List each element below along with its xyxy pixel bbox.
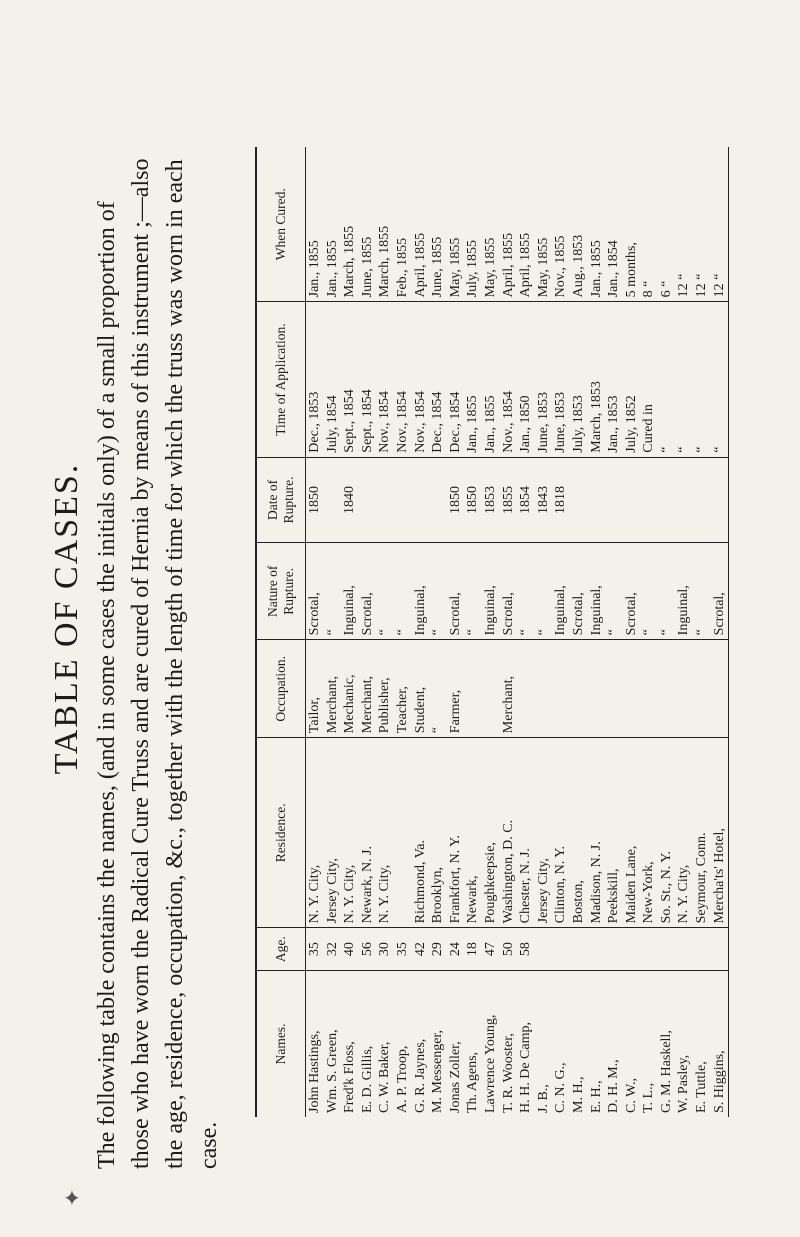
- cell-residence: Madison, N. J.: [588, 738, 606, 928]
- cell-application: Dec., 1854: [447, 302, 465, 457]
- cell-occupation: [640, 640, 658, 738]
- cell-occupation: [535, 640, 553, 738]
- table-row: [306, 147, 324, 1117]
- cell-age: 56: [359, 928, 377, 971]
- table-row: [570, 147, 588, 1117]
- table-row: [535, 147, 553, 1117]
- cell-date: 1850: [306, 457, 324, 543]
- cell-nature: “: [376, 543, 394, 640]
- cell-residence: [394, 738, 412, 928]
- cell-residence: N. Y. City,: [306, 738, 324, 928]
- cell-cured: 12 “: [693, 147, 711, 302]
- cell-application: “: [675, 302, 693, 457]
- table-row: [376, 147, 394, 1117]
- cell-date: [570, 457, 588, 543]
- cell-name: H. H. De Camp,: [518, 1022, 534, 1113]
- cell-name: John Hastings,: [307, 1030, 322, 1113]
- cell-date: [394, 457, 412, 543]
- cell-cured: May, 1855: [535, 147, 553, 302]
- cell-residence: Frankfort, N. Y.: [447, 738, 465, 928]
- cell-application: Cured in: [640, 302, 658, 457]
- cell-residence: Peekskill,: [605, 738, 623, 928]
- cell-residence: N. Y. City,: [341, 738, 359, 928]
- table-row: [464, 147, 482, 1117]
- table-row: [500, 147, 518, 1117]
- cell-cured: March, 1855: [341, 147, 359, 302]
- cell-name: E. D. Gillis,: [359, 1045, 375, 1113]
- table-row: [394, 147, 412, 1117]
- cell-cured: 12 “: [675, 147, 693, 302]
- cell-residence: Chester, N. J.: [517, 738, 535, 928]
- cell-cured: March, 1855: [376, 147, 394, 302]
- intro-line: The following table contains the names, (and in some cases the initials only) of a small proportion of: [94, 201, 120, 1169]
- table-row: [341, 147, 359, 1117]
- cell-application: “: [658, 302, 676, 457]
- cell-age: [658, 928, 676, 971]
- cell-residence: Jersey City,: [324, 738, 342, 928]
- col-nature: Nature of Rupture.: [256, 543, 306, 640]
- cell-date: [412, 457, 430, 543]
- cell-nature: Scrotal,: [623, 543, 641, 640]
- cell-application: July, 1852: [623, 302, 641, 457]
- cell-name: G. R. Jaynes,: [412, 1038, 428, 1113]
- cell-residence: Richmond, Va.: [412, 738, 430, 928]
- cell-application: Jan., 1855: [482, 302, 500, 457]
- cell-age: 42: [412, 928, 430, 971]
- table-row: [623, 147, 641, 1117]
- cell-name: Th. Agens,: [465, 1051, 481, 1113]
- cell-name: Fred'k Floss,: [342, 1041, 358, 1113]
- cell-nature: “: [693, 543, 711, 640]
- col-names: Names.: [256, 970, 306, 1117]
- cell-occupation: [693, 640, 711, 738]
- cell-nature: Inguinal,: [482, 543, 500, 640]
- cell-occupation: [588, 640, 606, 738]
- cell-nature: Scrotal,: [359, 543, 377, 640]
- cell-age: 29: [429, 928, 447, 971]
- cell-residence: N. Y. City,: [675, 738, 693, 928]
- cell-nature: Scrotal,: [306, 543, 324, 640]
- cell-nature: Scrotal,: [500, 543, 518, 640]
- cell-name: S. Higgins,: [711, 970, 729, 1117]
- cell-age: 58: [517, 928, 535, 971]
- cell-application: March, 1853: [588, 302, 606, 457]
- col-residence: Residence.: [256, 738, 306, 928]
- cell-application: June, 1853: [552, 302, 570, 457]
- cell-date: 1853: [482, 457, 500, 543]
- cell-occupation: Teacher,: [394, 640, 412, 738]
- cell-application: Dec., 1854: [429, 302, 447, 457]
- cell-name: W. Pasley,: [676, 1054, 692, 1113]
- cell-cured: July, 1855: [464, 147, 482, 302]
- cell-date: [693, 457, 711, 543]
- table-row: [447, 147, 465, 1117]
- cell-date: [711, 457, 729, 543]
- cell-cured: Jan., 1855: [588, 147, 606, 302]
- cell-name: E. H.,: [588, 1080, 604, 1113]
- table-row: [412, 147, 430, 1117]
- page-title: TABLE OF CASES.: [48, 462, 85, 775]
- cell-occupation: Tailor,: [306, 640, 324, 738]
- cell-nature: “: [658, 543, 676, 640]
- cell-age: 40: [341, 928, 359, 971]
- cell-age: [605, 928, 623, 971]
- cell-cured: 5 months,: [623, 147, 641, 302]
- cell-cured: Jan., 1855: [306, 147, 324, 302]
- cell-date: 1850: [464, 457, 482, 543]
- cell-date: 1850: [447, 457, 465, 543]
- cell-nature: “: [605, 543, 623, 640]
- cell-age: [535, 928, 553, 971]
- cell-cured: June, 1855: [429, 147, 447, 302]
- cell-date: 1840: [341, 457, 359, 543]
- cell-age: [570, 928, 588, 971]
- table-row: [429, 147, 447, 1117]
- cell-age: 30: [376, 928, 394, 971]
- cell-age: [552, 928, 570, 971]
- cell-occupation: Merchant,: [324, 640, 342, 738]
- cell-application: June, 1853: [535, 302, 553, 457]
- cell-nature: “: [464, 543, 482, 640]
- cell-application: Sept., 1854: [341, 302, 359, 457]
- cell-cured: Nov., 1855: [552, 147, 570, 302]
- cell-cured: May, 1855: [447, 147, 465, 302]
- cell-cured: 12 “: [711, 147, 729, 302]
- table-row: [482, 147, 500, 1117]
- cell-name: Wm. S. Green,: [324, 1029, 340, 1113]
- table-row: [711, 147, 729, 1117]
- cell-nature: “: [324, 543, 342, 640]
- table-row: [552, 147, 570, 1117]
- cell-occupation: Farmer,: [447, 640, 465, 738]
- cell-date: [658, 457, 676, 543]
- cell-residence: Newark,: [464, 738, 482, 928]
- cell-age: 24: [447, 928, 465, 971]
- cell-nature: Inguinal,: [552, 543, 570, 640]
- cell-cured: April, 1855: [500, 147, 518, 302]
- table-row: [324, 147, 342, 1117]
- cell-name: T. R. Wooster,: [500, 1033, 516, 1113]
- cell-name: M. Messenger,: [430, 1029, 446, 1113]
- cell-cured: April, 1855: [517, 147, 535, 302]
- table-row: [588, 147, 606, 1117]
- cell-residence: Washington, D. C.: [500, 738, 518, 928]
- cell-nature: Inguinal,: [341, 543, 359, 640]
- cell-date: [588, 457, 606, 543]
- cell-residence: Boston,: [570, 738, 588, 928]
- cell-date: 1855: [500, 457, 518, 543]
- cell-cured: May, 1855: [482, 147, 500, 302]
- cell-age: [675, 928, 693, 971]
- cell-nature: “: [535, 543, 553, 640]
- intro-paragraph: [90, 59, 226, 1169]
- cell-nature: “: [640, 543, 658, 640]
- cell-age: 18: [464, 928, 482, 971]
- cell-application: Sept., 1854: [359, 302, 377, 457]
- cell-residence: Mercha'ts' Hotel,: [711, 738, 729, 928]
- cell-age: [588, 928, 606, 971]
- cell-residence: Brooklyn,: [429, 738, 447, 928]
- table-row: [517, 147, 535, 1117]
- cell-occupation: Student,: [412, 640, 430, 738]
- cell-name: C. W.,: [623, 1077, 639, 1113]
- cell-name: C. N. G.,: [553, 1062, 569, 1113]
- cell-residence: Poughkeepsie,: [482, 738, 500, 928]
- cell-occupation: “: [429, 640, 447, 738]
- cell-cured: Jan., 1854: [605, 147, 623, 302]
- cell-name: Lawrence Young,: [482, 1014, 498, 1113]
- cell-application: Nov., 1854: [500, 302, 518, 457]
- cell-name: G. M. Haskell,: [658, 1030, 674, 1113]
- cell-date: [359, 457, 377, 543]
- cell-occupation: [552, 640, 570, 738]
- cell-occupation: [517, 640, 535, 738]
- table-row: [640, 147, 658, 1117]
- cell-application: July, 1854: [324, 302, 342, 457]
- cell-age: [640, 928, 658, 971]
- col-cured: When Cured.: [256, 147, 306, 302]
- cell-cured: April, 1855: [412, 147, 430, 302]
- cell-occupation: [605, 640, 623, 738]
- cell-name: C. W. Baker,: [377, 1041, 393, 1113]
- cell-occupation: [658, 640, 676, 738]
- cell-occupation: [711, 640, 729, 738]
- cell-age: 32: [324, 928, 342, 971]
- cell-date: 1818: [552, 457, 570, 543]
- cell-application: Jan., 1853: [605, 302, 623, 457]
- cell-application: July, 1853: [570, 302, 588, 457]
- intro-line: case.: [196, 1121, 222, 1169]
- cell-occupation: [570, 640, 588, 738]
- cell-occupation: Merchant,: [359, 640, 377, 738]
- cell-date: [623, 457, 641, 543]
- cell-cured: June, 1855: [359, 147, 377, 302]
- cell-application: Jan., 1855: [464, 302, 482, 457]
- cell-nature: “: [429, 543, 447, 640]
- col-age: Age.: [256, 928, 306, 971]
- table-row: [658, 147, 676, 1117]
- table-row: [359, 147, 377, 1117]
- cell-occupation: [623, 640, 641, 738]
- cell-age: [711, 928, 729, 971]
- cell-age: [693, 928, 711, 971]
- intro-line: the age, residence, occupation, &c., together with the length of time for which the truss was worn in each: [162, 159, 188, 1169]
- cell-cured: Aug., 1853: [570, 147, 588, 302]
- cell-application: “: [693, 302, 711, 457]
- cell-application: Nov., 1854: [412, 302, 430, 457]
- cell-occupation: [464, 640, 482, 738]
- cell-name: A. P. Troop,: [394, 1045, 410, 1113]
- cell-residence: Maiden Lane,: [623, 738, 641, 928]
- cell-application: Jan., 1850: [517, 302, 535, 457]
- cell-residence: So. St., N. Y.: [658, 738, 676, 928]
- cases-table: [255, 147, 729, 1117]
- cell-age: 47: [482, 928, 500, 971]
- col-application: Time of Application.: [256, 302, 306, 457]
- cell-name: D. H. M.,: [606, 1059, 622, 1113]
- cell-nature: Inguinal,: [675, 543, 693, 640]
- cell-residence: New-York,: [640, 738, 658, 928]
- cell-cured: 6 “: [658, 147, 676, 302]
- cell-age: [623, 928, 641, 971]
- cell-application: Nov., 1854: [376, 302, 394, 457]
- cell-application: Dec., 1853: [306, 302, 324, 457]
- cell-nature: “: [394, 543, 412, 640]
- cell-nature: Scrotal,: [570, 543, 588, 640]
- cell-date: 1854: [517, 457, 535, 543]
- cell-cured: Feb., 1855: [394, 147, 412, 302]
- table-row: [675, 147, 693, 1117]
- cell-nature: “: [517, 543, 535, 640]
- cell-nature: Inguinal,: [412, 543, 430, 640]
- cell-occupation: Mechanic,: [341, 640, 359, 738]
- cell-nature: Scrotal,: [447, 543, 465, 640]
- cell-cured: 8 “: [640, 147, 658, 302]
- cell-date: [376, 457, 394, 543]
- cell-date: 1843: [535, 457, 553, 543]
- cell-application: “: [711, 302, 729, 457]
- col-date: Date of Rupture.: [256, 457, 306, 543]
- cell-application: Nov., 1854: [394, 302, 412, 457]
- cell-name: Jonas Zoller,: [447, 1041, 463, 1113]
- cell-residence: Seymour, Conn.: [693, 738, 711, 928]
- cell-occupation: Publisher,: [376, 640, 394, 738]
- cell-age: 35: [306, 928, 324, 971]
- cell-nature: Inguinal,: [588, 543, 606, 640]
- cell-age: 35: [394, 928, 412, 971]
- cell-name: E. Tuttle,: [694, 1061, 710, 1113]
- cell-occupation: Merchant,: [500, 640, 518, 738]
- cell-age: 50: [500, 928, 518, 971]
- cell-residence: N. Y. City,: [376, 738, 394, 928]
- cell-name: T. L.,: [641, 1082, 657, 1113]
- cell-residence: Jersey City,: [535, 738, 553, 928]
- cell-residence: Clinton, N. Y.: [552, 738, 570, 928]
- header-row: [256, 147, 306, 1117]
- cell-date: [640, 457, 658, 543]
- table-row: [693, 147, 711, 1117]
- table-row: [605, 147, 623, 1117]
- cell-date: [324, 457, 342, 543]
- intro-line: those who have worn the Radical Cure Truss and are cured of Hernia by means of this instrument ;—also: [128, 158, 154, 1169]
- cell-cured: Jan., 1855: [324, 147, 342, 302]
- cell-residence: Newark, N. J.: [359, 738, 377, 928]
- cell-date: [429, 457, 447, 543]
- cell-nature: Scrotal,: [711, 543, 729, 640]
- cell-name: M. H.,: [570, 1076, 586, 1113]
- margin-mark: ✦: [60, 1188, 85, 1207]
- cell-occupation: [482, 640, 500, 738]
- cell-date: [675, 457, 693, 543]
- cell-occupation: [675, 640, 693, 738]
- cell-date: [605, 457, 623, 543]
- cell-name: J. B.,: [535, 1084, 551, 1113]
- col-occupation: Occupation.: [256, 640, 306, 738]
